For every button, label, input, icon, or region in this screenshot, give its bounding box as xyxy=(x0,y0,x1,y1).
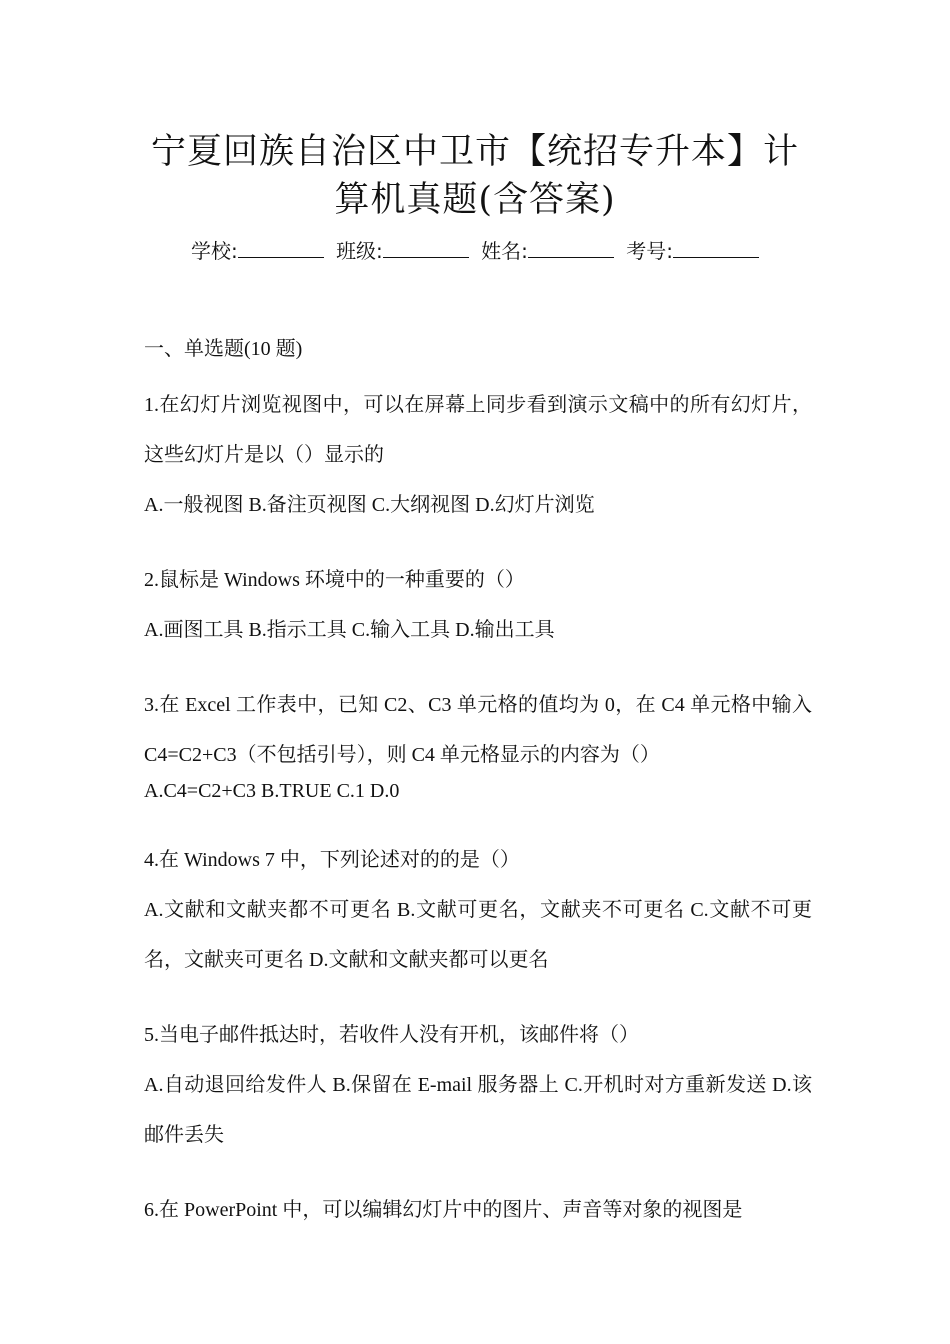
class-field xyxy=(336,236,469,266)
question-options: A.C4=C2+C3 B.TRUE C.1 D.0 xyxy=(144,780,400,802)
question-1 xyxy=(144,380,812,530)
class-label: 班级: xyxy=(336,239,383,263)
question-options: A.文献和文献夹都不可更名 B.文献可更名，文献夹不可更名 C.文献不可更名，文献夹可更名 D.文献和文献夹都可以更名 xyxy=(144,899,812,971)
question-stem: 5.当电子邮件抵达时，若收件人没有开机，该邮件将（） xyxy=(144,1024,639,1046)
question-stem: 3.在 Excel 工作表中，已知 C2、C3 单元格的值均为 0，在 C4 单元格中输入 C4=C2+C3（不包括引号），则 C4 单元格显示的内容为（） xyxy=(144,694,812,766)
question-spacer xyxy=(144,985,812,1010)
school-field xyxy=(191,236,324,266)
question-4 xyxy=(144,835,812,985)
exam-number-label: 考号: xyxy=(626,239,674,263)
exam-number-field xyxy=(626,236,759,266)
title-line-2: 算机真题(含答案) xyxy=(334,180,616,220)
class-blank xyxy=(383,256,469,258)
student-info-line xyxy=(130,236,820,266)
questions-section xyxy=(144,334,812,1235)
section-heading: 一、单选题(10 题) xyxy=(144,338,303,360)
exam-number-blank xyxy=(673,256,759,258)
school-blank xyxy=(238,256,324,258)
question-options: A.一般视图 B.备注页视图 C.大纲视图 D.幻灯片浏览 xyxy=(144,494,595,516)
question-spacer xyxy=(144,655,812,680)
question-5 xyxy=(144,1010,812,1160)
question-stem: 2.鼠标是 Windows 环境中的一种重要的（） xyxy=(144,569,525,591)
question-spacer xyxy=(144,1160,812,1185)
question-options: A.画图工具 B.指示工具 C.输入工具 D.输出工具 xyxy=(144,619,555,641)
document-title xyxy=(130,128,820,224)
question-2 xyxy=(144,555,812,655)
school-label: 学校: xyxy=(190,239,238,263)
question-options: A.自动退回给发件人 B.保留在 E-mail 服务器上 C.开机时对方重新发送 D.该邮件丢失 xyxy=(144,1074,812,1146)
name-label: 姓名: xyxy=(481,239,528,263)
question-3 xyxy=(144,680,812,810)
name-blank xyxy=(528,256,614,258)
title-line-1: 宁夏回族自治区中卫市【统招专升本】计 xyxy=(150,132,799,172)
question-stem: 6.在 PowerPoint 中，可以编辑幻灯片中的图片、声音等对象的视图是 xyxy=(144,1199,743,1221)
question-stem: 4.在 Windows 7 中，下列论述对的的是（） xyxy=(144,849,520,871)
question-6 xyxy=(144,1185,812,1235)
name-field xyxy=(481,236,614,266)
question-stem: 1.在幻灯片浏览视图中，可以在屏幕上同步看到演示文稿中的所有幻灯片，这些幻灯片是以（）显示的 xyxy=(144,394,812,466)
question-spacer xyxy=(144,810,812,835)
question-spacer xyxy=(144,530,812,555)
